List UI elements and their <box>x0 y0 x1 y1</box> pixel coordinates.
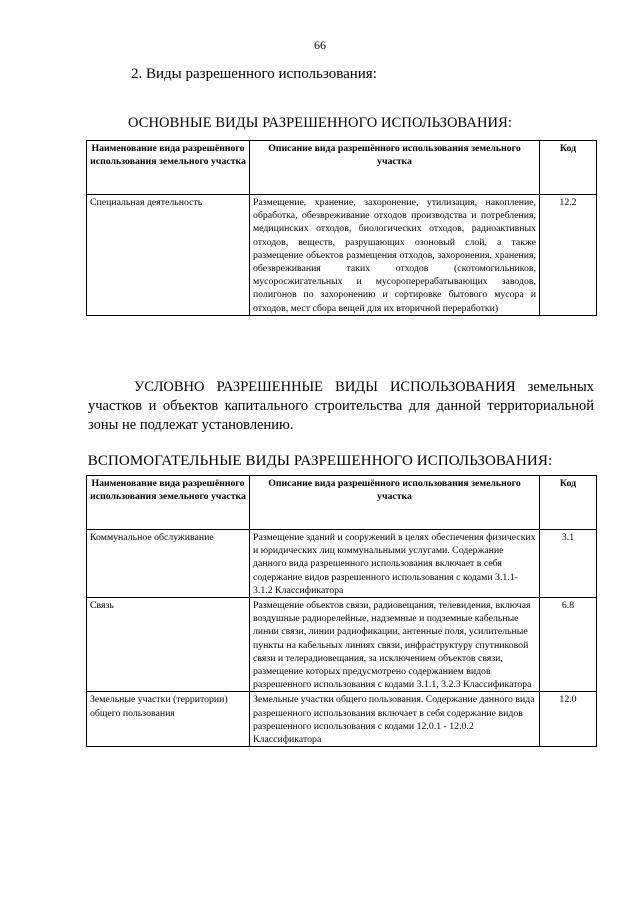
header-name: Наименование вида разрешённого использования земельного участка <box>87 141 250 195</box>
use-code: 12.2 <box>540 195 597 316</box>
table-row <box>87 692 597 747</box>
use-description: Земельные участки общего пользования. Содержание данного вида разрешенного использования включает в себя содержание видов разрешенного использования с кодами 12.0.1 - 12.0.2 Классификатора <box>250 692 540 747</box>
conditional-uses-paragraph <box>88 378 594 435</box>
use-description: Размещение, хранение, захоронение, утилизация, накопление, обработка, обезвреживание отходов производства и потребления, медицинских отходов, биологических отходов, радиоактивных отходов, веществ, разрушающих озоновый слой, а также размещение объектов размещения отходов, захоронения, хранения, обезвреживания таких отходов (скотомогильников, мусоросжигательных и мусороперерабатывающих заводов, полигонов по захоронению и сортировке бытового мусора и отходов, мест сбора вещей для их вторичной переработки) <box>250 195 540 316</box>
header-code: Код <box>540 476 597 530</box>
use-description: Размещение зданий и сооружений в целях обеспечения физических и юридических лиц коммунальными услугами. Содержание данного вида разрешенного использования включает в себя содержание видов разрешенного использования с кодами 3.1.1-3.1.2 Классификатора <box>250 530 540 598</box>
table-row <box>87 530 597 598</box>
conditional-uses-line1: УСЛОВНО РАЗРЕШЕННЫЕ ВИДЫ ИСПОЛЬЗОВАНИЯ земельных <box>134 379 594 395</box>
header-description: Описание вида разрешённого использования земельного участка <box>250 141 540 195</box>
main-uses-table <box>86 140 597 316</box>
table-header-row <box>87 476 597 530</box>
table-row <box>87 195 597 316</box>
table-row <box>87 598 597 692</box>
conditional-uses-rest: участков и объектов капитального строительства для данной территориальной зоны не подлежат установлению. <box>88 398 594 433</box>
header-name: Наименование вида разрешённого использования земельного участка <box>87 476 250 530</box>
use-code: 12.0 <box>540 692 597 747</box>
page-number: 66 <box>314 38 326 52</box>
auxiliary-uses-title: ВСПОМОГАТЕЛЬНЫЕ ВИДЫ РАЗРЕШЕННОГО ИСПОЛЬЗОВАНИЯ: <box>87 453 553 469</box>
use-name: Связь <box>87 598 250 692</box>
use-code: 3.1 <box>540 530 597 598</box>
use-name: Специальная деятельность <box>87 195 250 316</box>
use-code: 6.8 <box>540 598 597 692</box>
section-heading: 2. Виды разрешенного использования: <box>131 66 377 82</box>
use-name: Коммунальное обслуживание <box>87 530 250 598</box>
auxiliary-uses-table <box>86 475 597 747</box>
use-description: Размещение объектов связи, радиовещания, телевидения, включая воздушные радиорелейные, надземные и подземные кабельные линии связи, линии радиофикации, антенные поля, усилительные пункты на кабельных линиях связи, инфраструктуру спутниковой связи и телерадиовещания, за исключением объектов связи, размещение которых предусмотрено содержанием видов разрешенного использования с кодами 3.1.1, 3.2.3 Классификатора <box>250 598 540 692</box>
header-code: Код <box>540 141 597 195</box>
header-description: Описание вида разрешённого использования земельного участка <box>250 476 540 530</box>
main-uses-title: ОСНОВНЫЕ ВИДЫ РАЗРЕШЕННОГО ИСПОЛЬЗОВАНИЯ: <box>127 115 513 131</box>
table-header-row <box>87 141 597 195</box>
use-name: Земельные участки (территории) общего пользования <box>87 692 250 747</box>
